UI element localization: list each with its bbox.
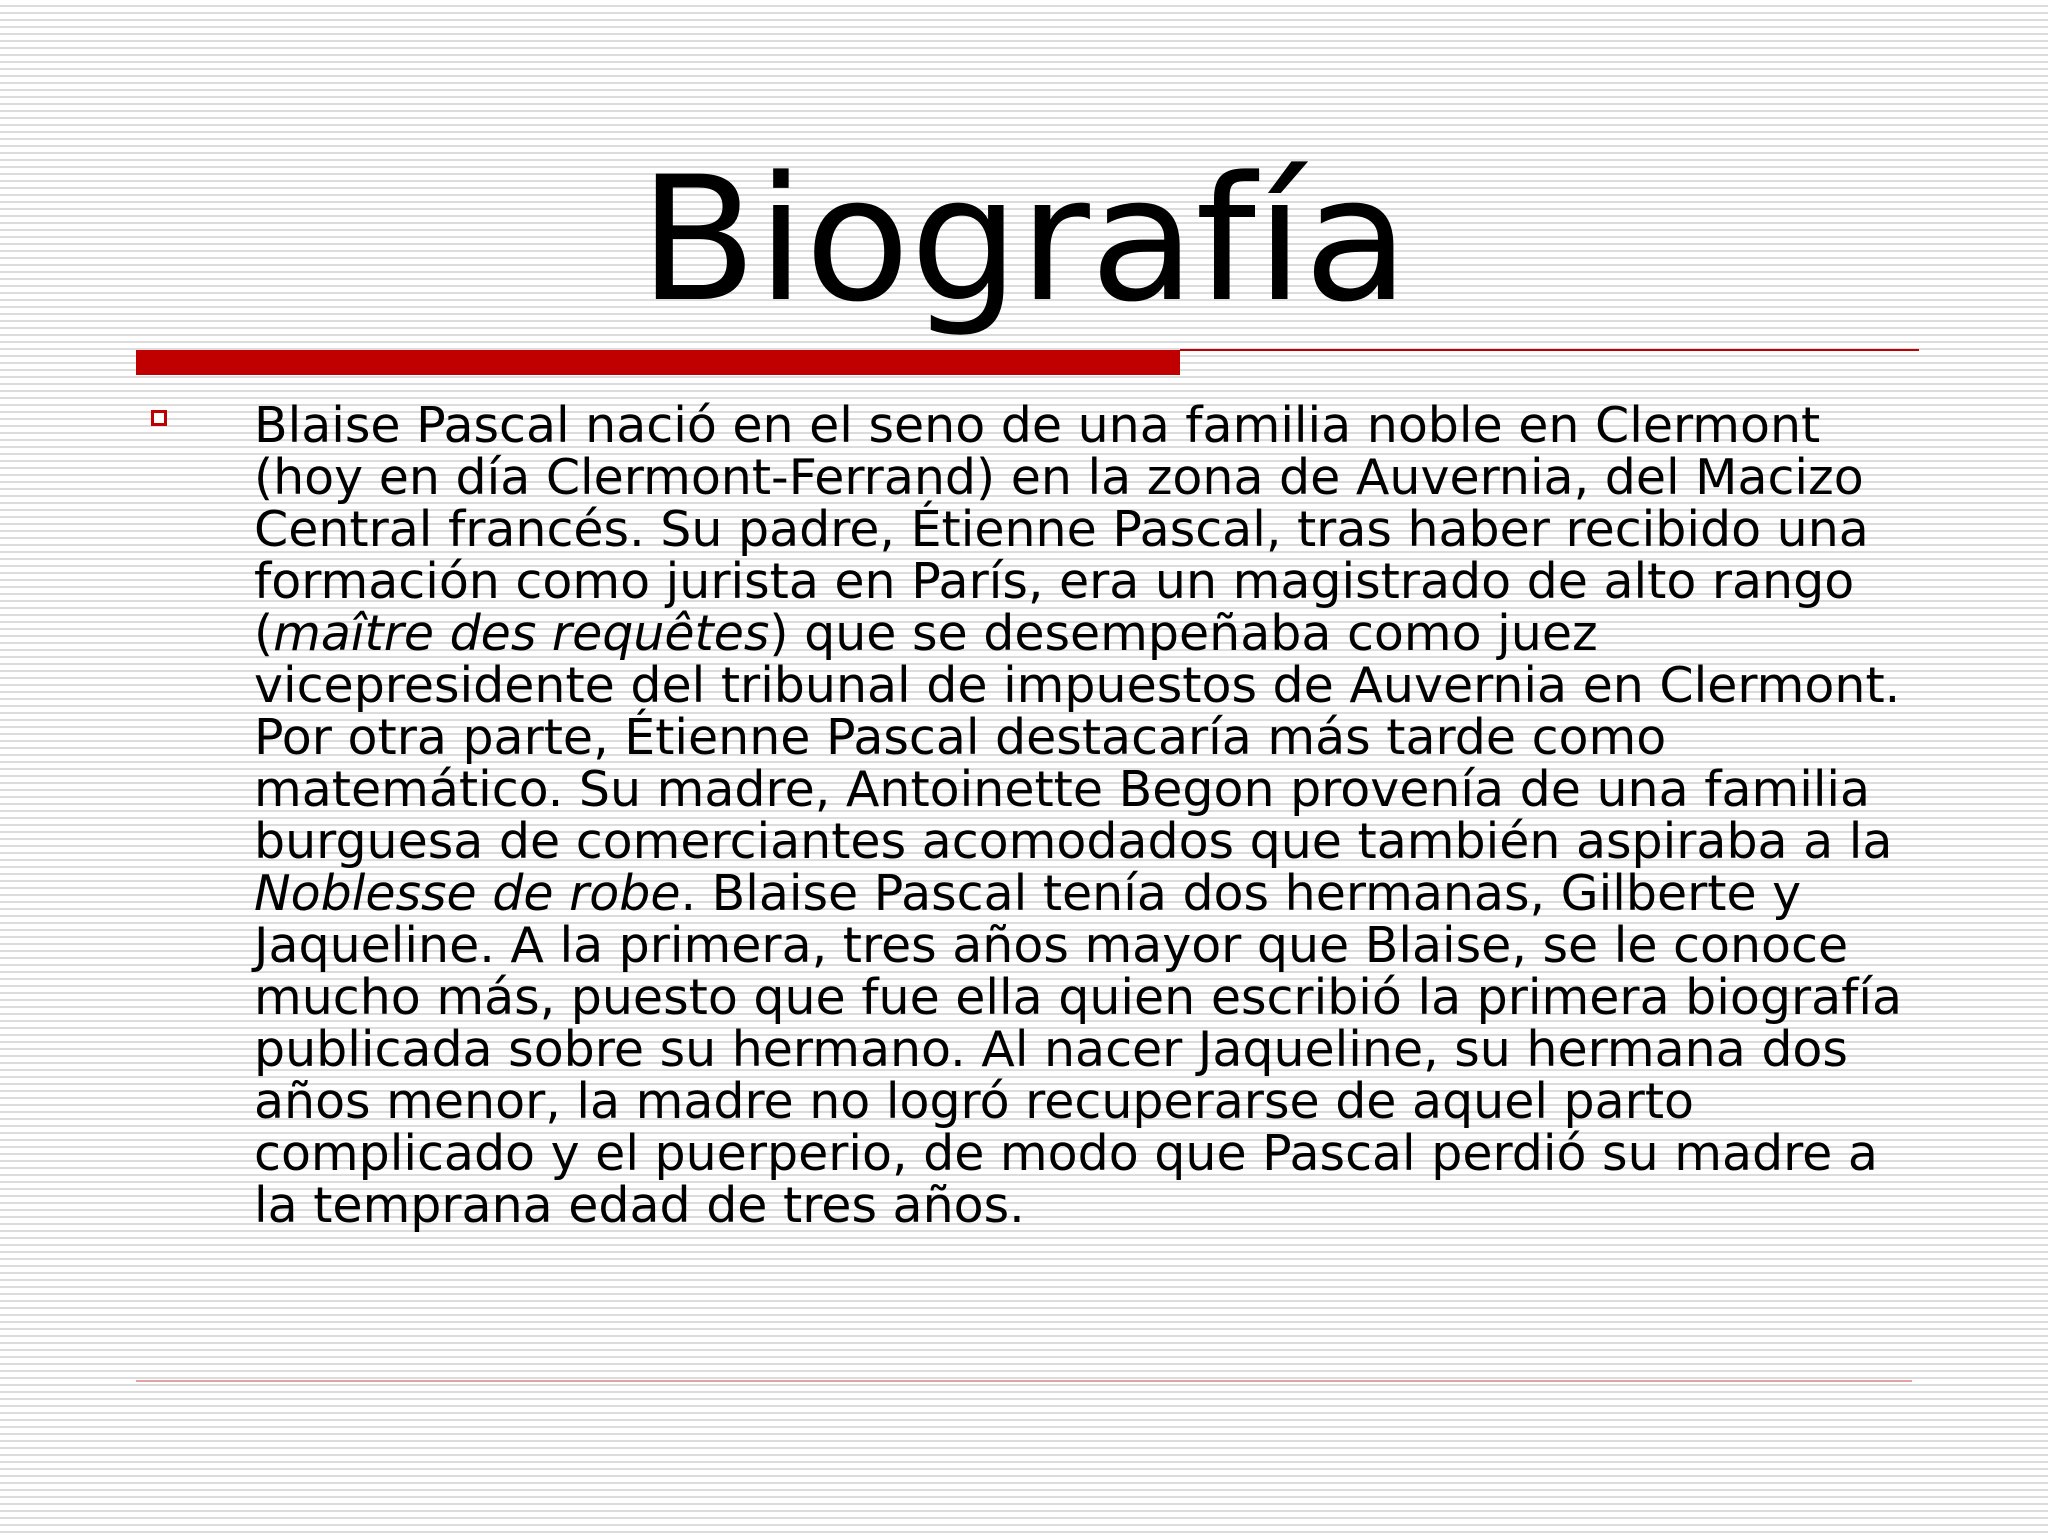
footer-divider-line [136, 1380, 1912, 1382]
biography-italic-term-noblesse: Noblesse de robe [254, 865, 681, 922]
title-accent-bar [136, 350, 1180, 375]
biography-italic-term-maitre: maître des requêtes [273, 605, 770, 662]
biography-text-part3: . Blaise Pascal tenía dos hermanas, Gilberte y Jaqueline. A la primera, tres años mayor que Blaise, se le conoce mucho más, puesto que fue ella quien escribió la primera biografía publicada sobre su hermano. Al nacer Jaqueline, su hermana dos años menor, la madre no logró recuperarse de aquel parto complicado y el puerperio, de modo que Pascal perdió su madre a la temprana edad de tres años. [254, 865, 1903, 1234]
title-divider-line [1180, 349, 1919, 351]
biography-text-part1: Blaise Pascal nació en el seno de una familia noble en Clermont (hoy en día Clermont-Ferrand) en la zona de Auvernia, del Macizo Central francés. Su padre, Étienne Pascal, tras haber recibido una formación como jurista en París, era un magistrado de alto rango ( [254, 397, 1869, 662]
hollow-square-bullet-icon [151, 410, 167, 426]
slide-title: Biografía [638, 139, 1410, 340]
biography-text-part2: ) que se desempeñaba como juez vicepresidente del tribunal de impuestos de Auvernia en Clermont. Por otra parte, Étienne Pascal destacaría más tarde como matemático. Su madre, Antoinette Begon provenía de una familia burguesa de comerciantes acomodados que también aspiraba a la [254, 605, 1901, 870]
biography-paragraph [254, 397, 1914, 1234]
